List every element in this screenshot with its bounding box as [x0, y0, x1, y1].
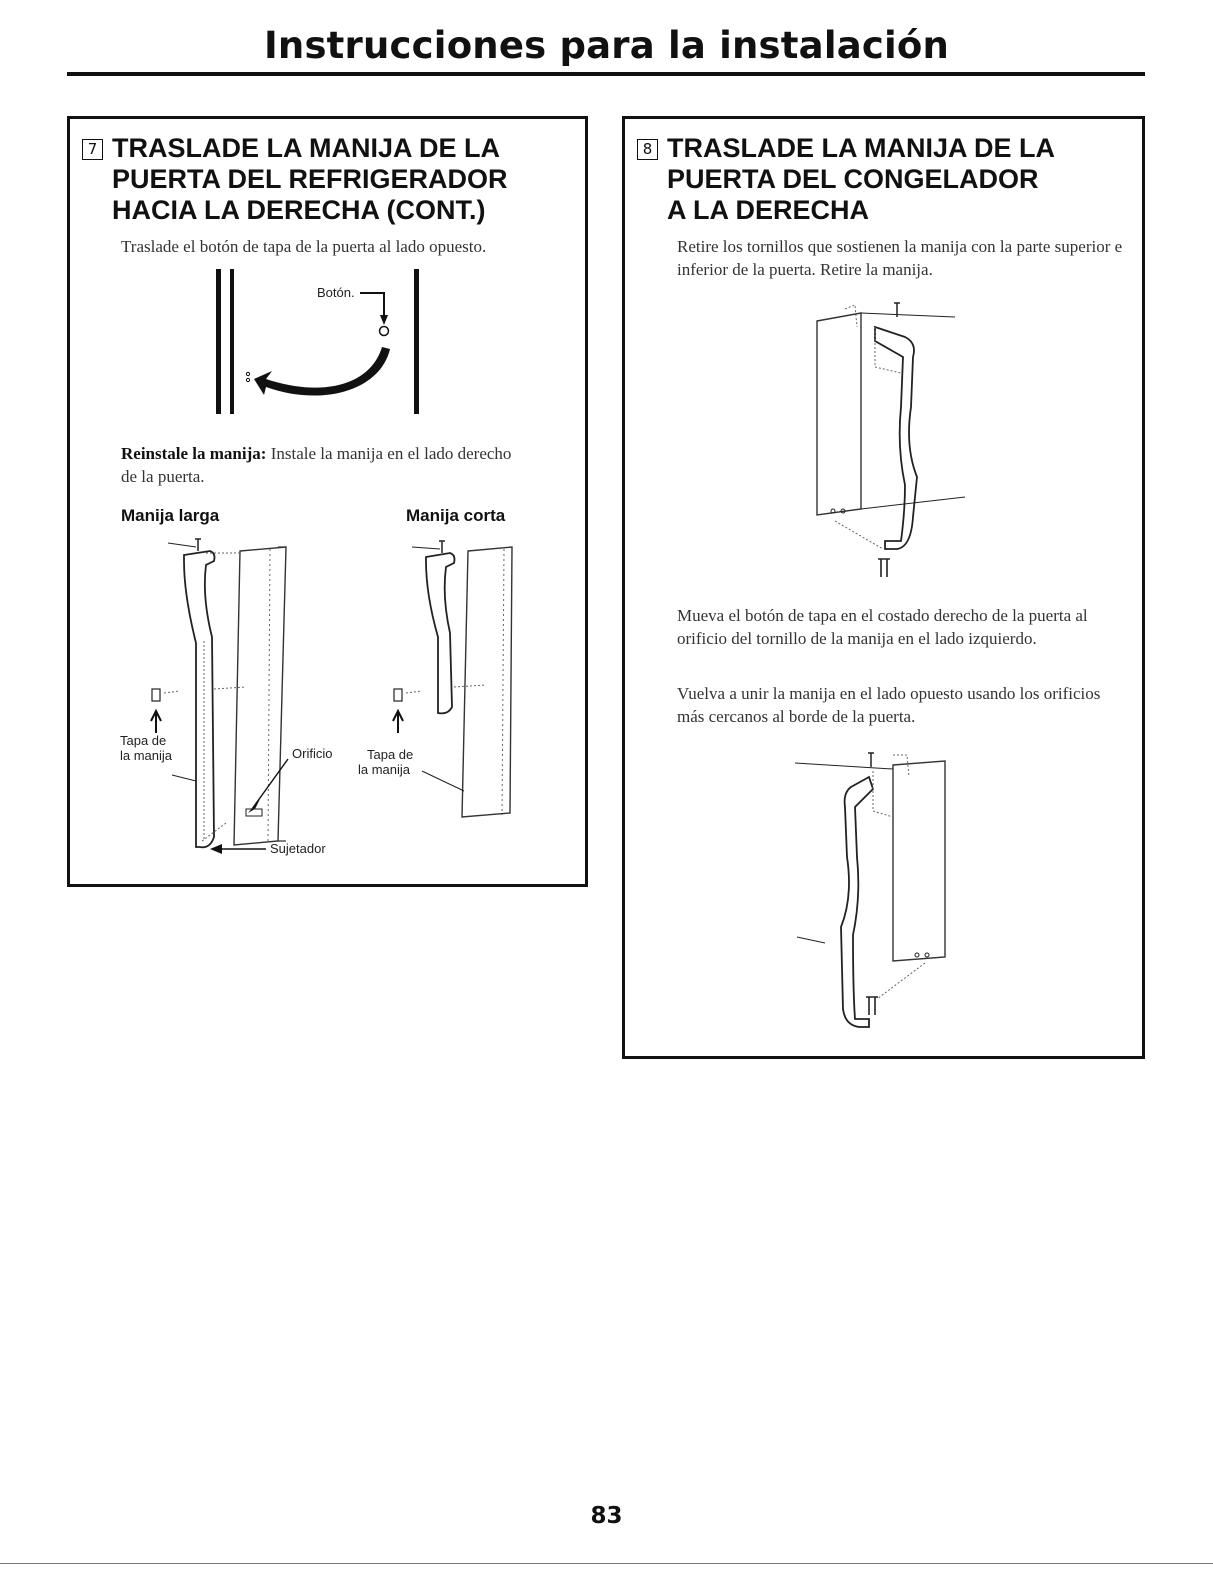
fastener-arrowhead — [210, 844, 222, 854]
door-edge-left-outer — [216, 269, 221, 414]
short-top-screw-icon — [439, 541, 445, 553]
long-handle-heading: Manija larga — [121, 506, 220, 525]
step-8-panel — [622, 116, 1145, 1059]
freezer-door-body — [817, 313, 861, 515]
reinstall-rest: Instale la manija en el lado derecho de la puerta. — [121, 444, 512, 486]
step-7-panel — [67, 116, 588, 887]
page-number: 83 — [590, 1503, 623, 1529]
hole-label: Orificio — [292, 746, 333, 761]
button-leader-arrowhead — [380, 315, 388, 325]
reinstall-door-body — [893, 761, 945, 961]
target-hole-1 — [246, 372, 249, 375]
step-7-title-line-3: HACIA LA DERECHA (CONT.) — [112, 195, 486, 225]
step-8-para-2: Mueva el botón de tapa en el costado derecho de la puerta al orificio del tornillo de la manija en el lado izquierdo. — [677, 606, 1088, 648]
step-8-title-line-3: A LA DERECHA — [667, 195, 869, 225]
step-8-title-line-1: TRASLADE LA MANIJA DE LA — [667, 133, 1055, 163]
step-8-number: 8 — [637, 139, 658, 160]
long-handle-shape — [184, 551, 215, 847]
reinstall-top-screw-icon — [868, 753, 874, 767]
short-cap-up-arrow — [393, 711, 403, 733]
long-door-body — [234, 547, 286, 845]
door-edge-right — [414, 269, 419, 414]
reinstall-handle-shape — [841, 777, 873, 1027]
short-handle-shape — [426, 553, 455, 713]
short-handle-cap-icon — [394, 689, 402, 701]
long-cap-label-2: la manija — [120, 748, 173, 763]
long-handle-diagram — [110, 537, 350, 872]
short-cap-label-2: la manija — [358, 762, 411, 777]
top-screw-icon — [195, 539, 201, 551]
step-7-number: 7 — [82, 139, 103, 160]
bottom-rule — [0, 1563, 1213, 1564]
button-label: Botón. — [317, 285, 355, 300]
short-door-body — [462, 547, 512, 817]
handle-cap-icon — [152, 689, 160, 701]
title-rule — [67, 72, 1145, 76]
freezer-handle-shape — [875, 327, 917, 549]
cap-button-icon — [380, 327, 389, 336]
button-leader-line — [360, 293, 384, 321]
step-7-title-line-2: PUERTA DEL REFRIGERADOR — [112, 164, 508, 194]
bottom-bracket-icon — [246, 809, 262, 816]
freezer-bottom-screws-icon — [878, 559, 890, 577]
short-handle-heading: Manija corta — [406, 506, 506, 525]
step-7-reinstall-text — [121, 442, 521, 488]
door-edge-left-inner — [230, 269, 234, 414]
short-handle-diagram — [358, 537, 548, 837]
target-hole-2 — [246, 378, 249, 381]
freezer-handle-reinstall-diagram — [785, 747, 975, 1047]
step-7-title — [112, 133, 582, 226]
step-7-intro: Traslade el botón de tapa de la puerta al lado opuesto. — [121, 237, 487, 256]
cap-up-arrow — [151, 711, 161, 733]
long-cap-label-1: Tapa de — [120, 733, 167, 748]
cap-button-move-diagram — [200, 269, 440, 419]
step-8-title — [667, 133, 1137, 226]
reinstall-bold: Reinstale la manija: — [121, 444, 267, 463]
step-8-title-line-2: PUERTA DEL CONGELADOR — [667, 164, 1039, 194]
step-8-para-3: Vuelva a unir la manija en el lado opuesto usando los orificios más cercanos al borde de la puerta. — [677, 684, 1101, 726]
short-cap-label-1: Tapa de — [367, 747, 414, 762]
fastener-label: Sujetador — [270, 841, 326, 856]
step-8-intro: Retire los tornillos que sostienen la manija con la parte superior e inferior de la puerta. Retire la manija. — [677, 237, 1123, 279]
curved-move-arrow — [254, 347, 390, 396]
reinstall-bottom-screws-icon — [866, 997, 878, 1015]
step-7-title-line-1: TRASLADE LA MANIJA DE LA — [112, 133, 500, 163]
freezer-handle-removal-diagram — [805, 297, 975, 592]
page-title: Instrucciones para la instalación — [263, 24, 950, 67]
